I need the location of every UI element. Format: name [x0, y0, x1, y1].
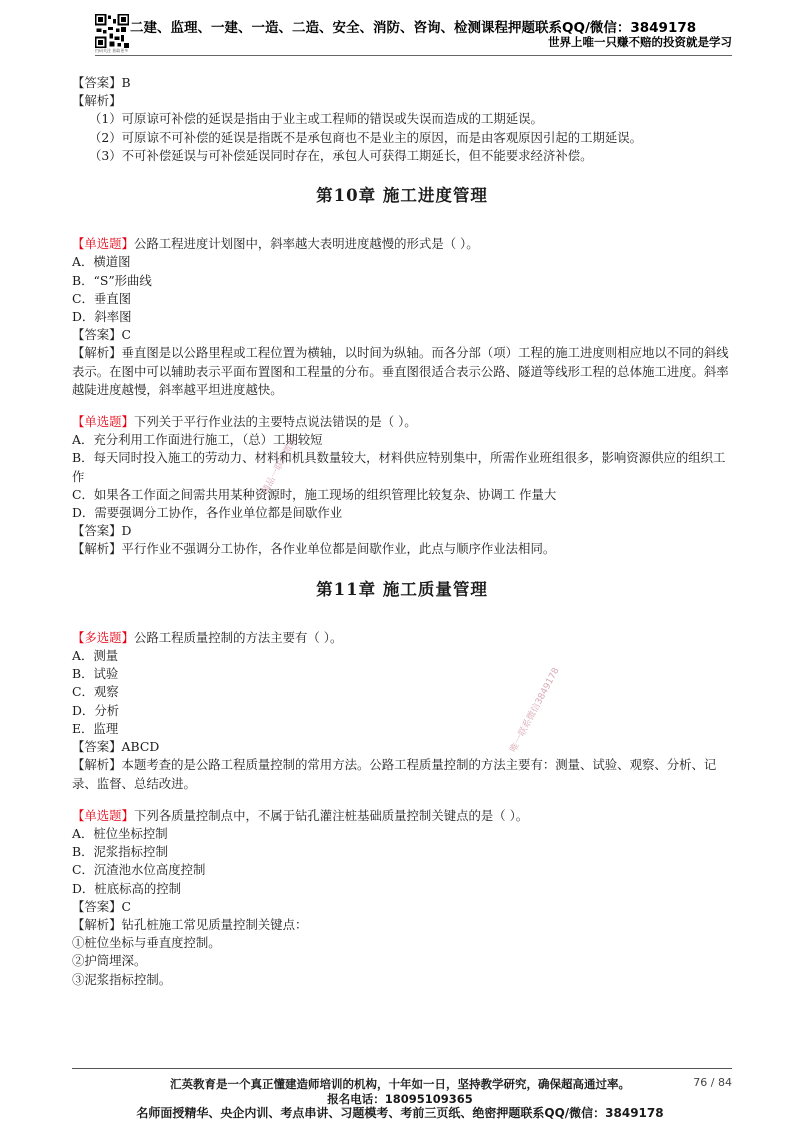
analysis: 【解析】平行作业不强调分工协作，各作业单位都是间歇作业，此点与顺序作业法相同。: [72, 541, 556, 557]
chapter-10-title: 第10章 施工进度管理: [316, 186, 488, 206]
option: A．横道图: [72, 254, 131, 270]
document-body: [72, 74, 732, 989]
analysis-point: ②护筒埋深。: [72, 953, 147, 969]
option: B．泥浆指标控制: [72, 844, 168, 860]
question-type-tag: 【多选题】: [72, 629, 134, 645]
option: A．桩位坐标控制: [72, 825, 168, 841]
option: B．每天同时投入施工的劳动力、材料和机具数量较大，材料供应特别集中，所需作业班组很多，影响资源供应的组织工作: [72, 450, 726, 484]
question-type-tag: 【单选题】: [72, 807, 134, 823]
question-stem: 公路工程进度计划图中，斜率越大表明进度越慢的形式是（ ）。: [133, 236, 479, 252]
option: D．桩底标高的控制: [72, 880, 182, 896]
qr-caption: 扫码关注 获取更多: [95, 48, 129, 53]
footer-slogan: 汇英教育是一个真正懂建造师培训的机构，十年如一日，坚持教学研究，确保超高通过率。: [170, 1077, 630, 1091]
option: C．观察: [72, 684, 119, 700]
analysis-point: ③泥浆指标控制。: [72, 971, 172, 987]
analysis-point: （1）可原谅可补偿的延误是指由于业主或工程师的错误或失误而造成的工期延误。: [89, 111, 543, 127]
question-type-tag: 【单选题】: [72, 236, 134, 252]
analysis-point: （3）不可补偿延误与可补偿延误同时存在，承包人可获得工期延长，但不能要求经济补偿。: [89, 147, 593, 163]
answer: 【答案】C: [72, 898, 132, 914]
option: D．分析: [72, 702, 120, 718]
answer: 【答案】ABCD: [72, 739, 160, 755]
qr-code-icon: [95, 14, 129, 48]
question-type-tag: 【单选题】: [72, 414, 134, 430]
footer-divider: [72, 1068, 732, 1069]
question-block: [72, 629, 732, 793]
question-stem: 下列各质量控制点中，不属于钻孔灌注桩基础质量控制关键点的是（ ）。: [133, 807, 529, 823]
option: B．“S”形曲线: [72, 272, 152, 288]
analysis-point: （2）可原谅不可补偿的延误是指既不是承包商也不是业主的原因，而是由客观原因引起的工期延误。: [89, 129, 643, 145]
question-block: [72, 235, 732, 399]
option: A．充分利用工作面进行施工，（总）工期较短: [72, 432, 323, 448]
option: C．沉渣池水位高度控制: [72, 862, 206, 878]
chapter-11-title: 第11章 施工质量管理: [316, 579, 488, 599]
page-header: [0, 0, 800, 62]
question-stem: 下列关于平行作业法的主要特点说法错误的是（ ）。: [133, 414, 417, 430]
analysis: 【解析】钻孔桩施工常见质量控制关键点：: [72, 916, 308, 932]
question-block: [72, 807, 732, 989]
analysis: 【解析】本题考查的是公路工程质量控制的常用方法。公路工程质量控制的方法主要有：测量、试验、观察、分析、记录、监督、总结改进。: [72, 757, 717, 791]
answer: 【答案】B: [72, 75, 131, 90]
option: D．斜率图: [72, 309, 132, 325]
answer: 【答案】D: [72, 523, 132, 539]
option: C．如果各工作面之间需共用某种资源时，施工现场的组织管理比较复杂、协调工 作量大: [72, 486, 557, 502]
option: B．试验: [72, 666, 119, 682]
option: D．需要强调分工协作，各作业单位都是间歇作业: [72, 505, 343, 521]
watermark-a: 精品一联系微信: [260, 435, 300, 497]
header-title: 二建、监理、一建、一造、二造、安全、消防、咨询、检测课程押题联系QQ/微信：3849178: [130, 20, 697, 36]
page-number: 76 / 84: [693, 1076, 732, 1089]
analysis-label: 【解析】: [72, 93, 122, 109]
option: A．测量: [72, 648, 119, 664]
footer-phone: 报名电话：18095109365: [327, 1092, 473, 1106]
answer: 【答案】C: [72, 327, 132, 343]
footer-contact: 名师面授精华、央企内训、考点串讲、习题模考、考前三页纸、绝密押题联系QQ/微信：3849178: [136, 1106, 664, 1120]
option: C．垂直图: [72, 290, 132, 306]
header-divider: [95, 55, 732, 56]
watermark-b: 唯一联系微信3849178: [508, 666, 562, 755]
header-slogan: 世界上唯一只赚不赔的投资就是学习: [548, 35, 732, 49]
option: E．监理: [72, 720, 119, 736]
question-stem: 公路工程质量控制的方法主要有（ ）。: [133, 629, 343, 645]
analysis-point: ①桩位坐标与垂直度控制。: [72, 935, 221, 951]
question-block: [72, 413, 732, 559]
analysis: 【解析】垂直图是以公路里程或工程位置为横轴，以时间为纵轴。而各分部（项）工程的施工进度则相应地以不同的斜线表示。在图中可以辅助表示平面布置图和工程量的分布。垂直图很适合表示公路、隧道等线形工程的总体施工进度。斜率越陡进度越慢，斜率越平坦进度越快。: [72, 345, 729, 397]
